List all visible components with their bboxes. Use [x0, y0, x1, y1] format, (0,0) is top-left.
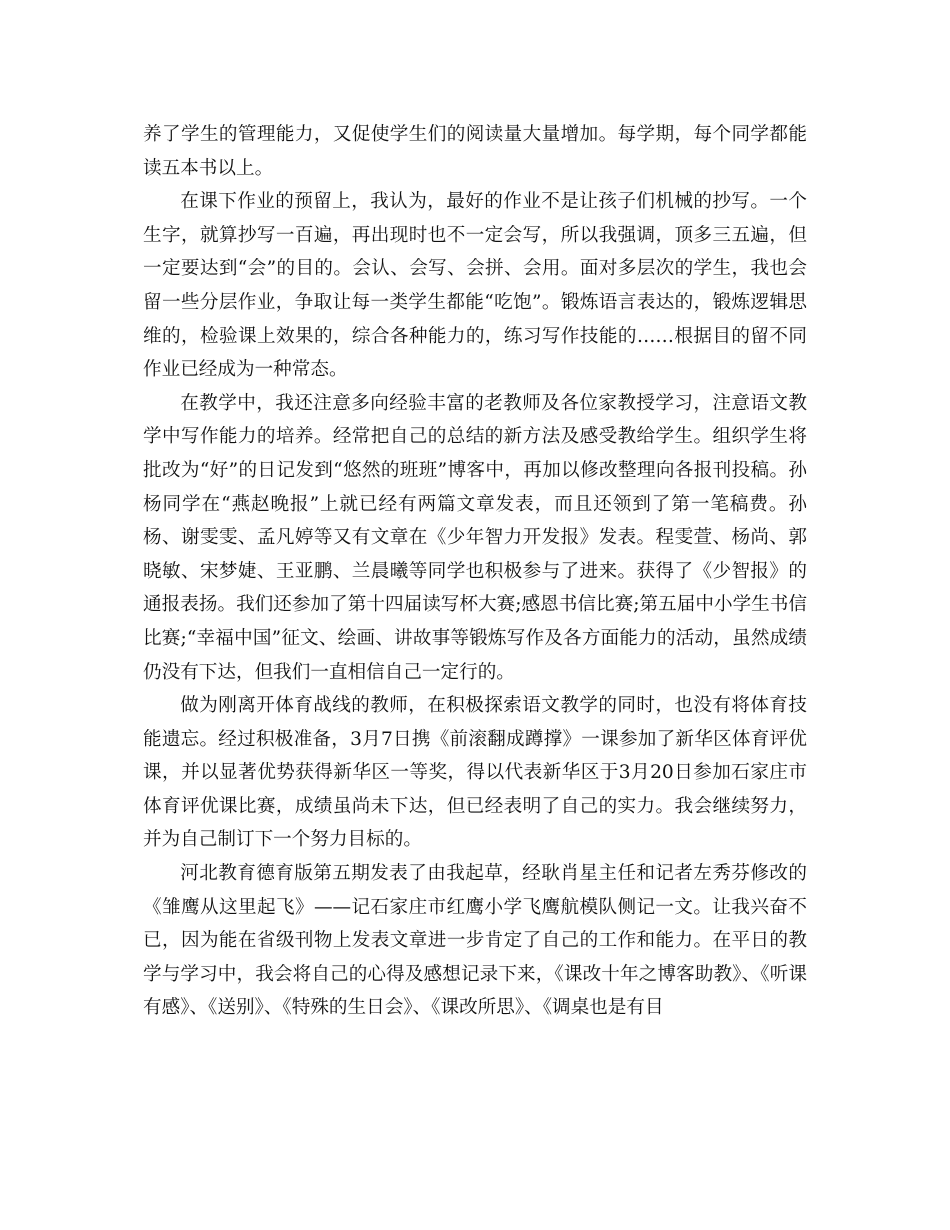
paragraph-1: 养了学生的管理能力，又促使学生们的阅读量大量增加。每学期，每个同学都能读五本书以上。 [143, 124, 807, 179]
paragraph-2: 在课下作业的预留上，我认为，最好的作业不是让孩子们机械的抄写。一个生字，就算抄写一百遍，再出现时也不一定会写，所以我强调，顶多三五遍，但一定要达到“会”的目的。会认、会写、会拼、会用。面对多层次的学生，我也会留一些分层作业，争取让每一类学生都能“吃饱”。锻炼语言表达的，锻炼逻辑思维的，检验课上效果的，综合各种能力的，练习写作技能的……根据目的留不同作业已经成为一种常态。 [143, 191, 807, 381]
document-body [143, 118, 807, 1025]
paragraph-4: 做为刚离开体育战线的教师，在积极探索语文教学的同时，也没有将体育技能遗忘。经过积极准备，3月7日携《前滚翻成蹲撑》一课参加了新华区体育评优课，并以显著优势获得新华区一等奖，得以代表新华区于3月20日参加石家庄市体育评优课比赛，成绩虽尚未下达，但已经表明了自己的实力。我会继续努力，并为自己制订下一个努力目标的。 [143, 695, 807, 851]
paragraph-3: 在教学中，我还注意多向经验丰富的老教师及各位家教授学习，注意语文教学中写作能力的培养。经常把自己的总结的新方法及感受教给学生。组织学生将批改为“好”的日记发到“悠然的班班”博客中，再加以修改整理向各报刊投稿。孙杨同学在“燕赵晚报”上就已经有两篇文章发表，而且还领到了第一笔稿费。孙杨、谢雯雯、孟凡婷等又有文章在《少年智力开发报》发表。程雯萱、杨尚、郭晓敏、宋梦婕、王亚鹏、兰晨曦等同学也积极参与了进来。获得了《少智报》的通报表扬。我们还参加了第十四届读写杯大赛;感恩书信比赛;第五届中小学生书信比赛;“幸福中国”征文、绘画、讲故事等锻炼写作及各方面能力的活动，虽然成绩仍没有下达，但我们一直相信自己一定行的。 [143, 392, 807, 683]
paragraph-5: 河北教育德育版第五期发表了由我起草，经耿肖星主任和记者左秀芬修改的《雏鹰从这里起飞》——记石家庄市红鹰小学飞鹰航模队侧记一文。让我兴奋不已，因为能在省级刊物上发表文章进一步肯定了自己的工作和能力。在平日的教学与学习中，我会将自己的心得及感想记录下来，《课改十年之博客助教》、《听课有感》、《送别》、《特殊的生日会》、《课改所思》、《调桌也是有目 [143, 863, 807, 1019]
